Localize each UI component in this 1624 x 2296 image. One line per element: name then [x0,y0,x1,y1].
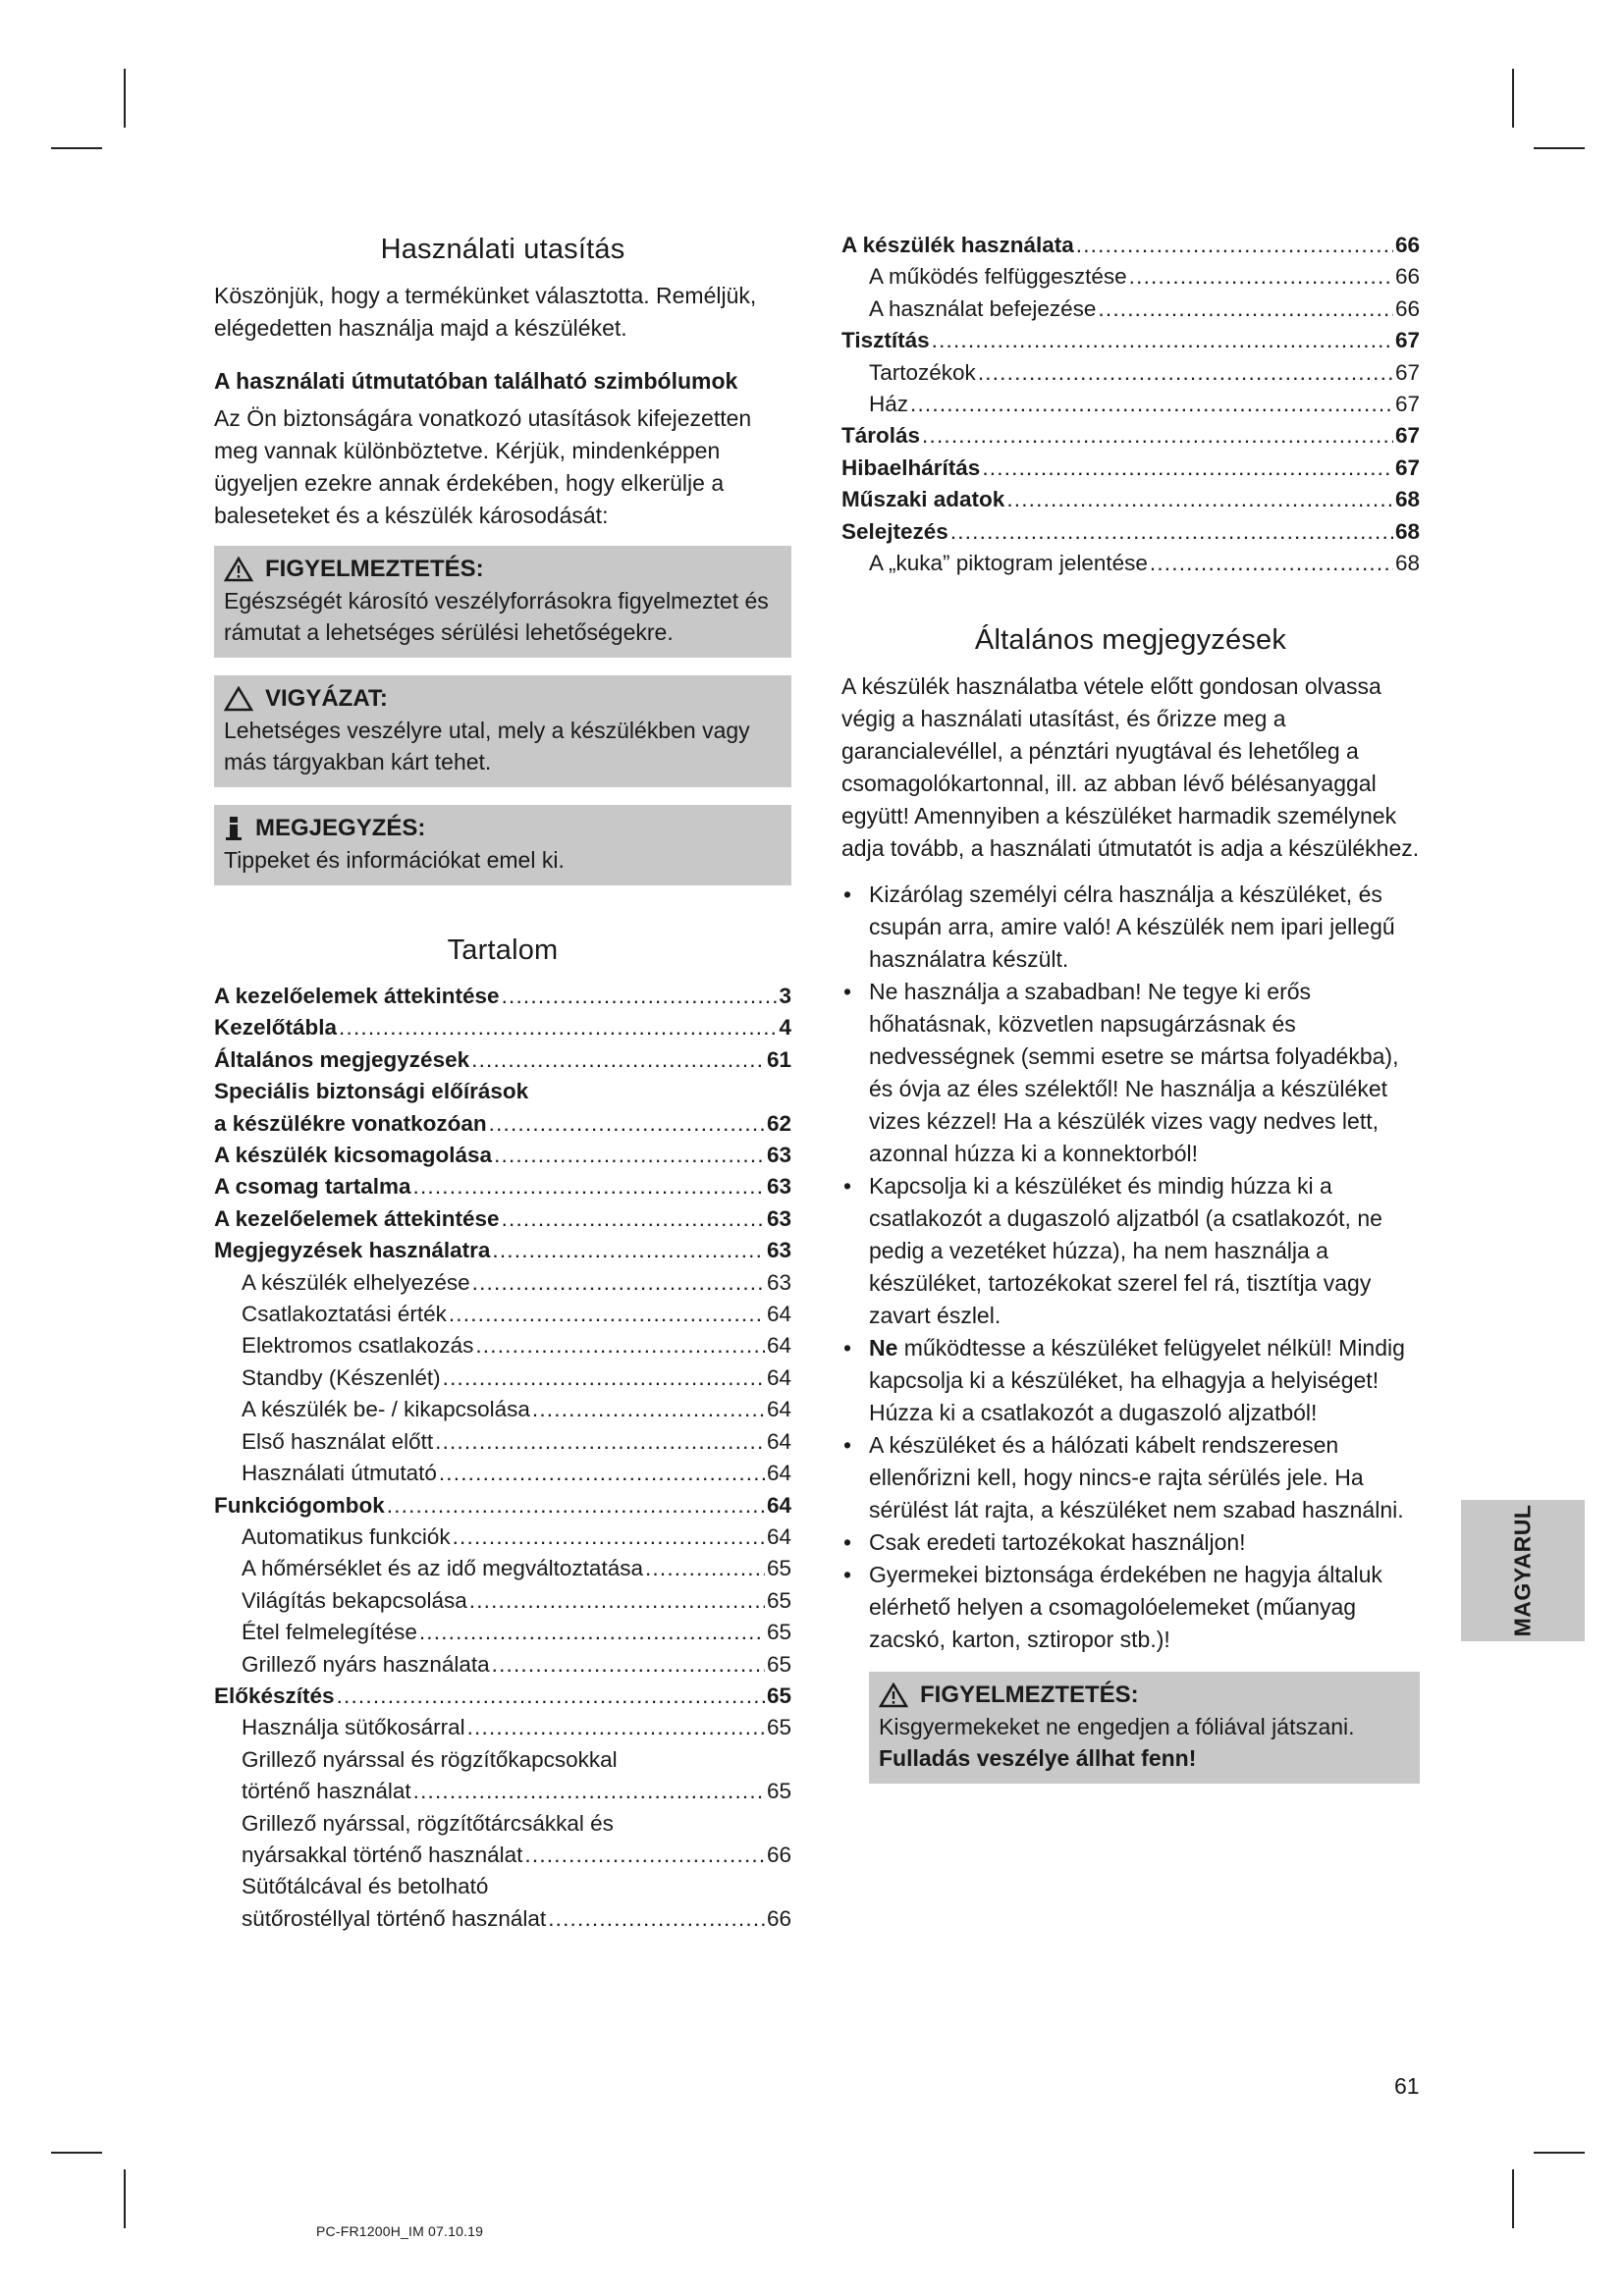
toc-leader-dots [413,1776,765,1807]
toc-entry-label: Használja sütőkosárral [242,1715,465,1740]
toc-entry-page: 63 [766,1143,791,1168]
toc-entry-page: 65 [766,1556,791,1581]
toc-entry [841,453,1420,484]
toc-entry [214,1712,791,1743]
toc-entry [214,1585,791,1617]
toc-entry [214,1044,791,1076]
toc-entry-page: 68 [1394,551,1420,576]
toc-entry-page: 66 [1394,264,1420,290]
toc-leader-dots [337,1681,765,1712]
toc-entry-page: 68 [1394,487,1420,512]
toc-entry [214,1744,791,1776]
crop-mark [1534,147,1585,149]
toc-entry-page: 65 [766,1715,791,1740]
toc-entry-label: Megjegyzések használatra [214,1238,491,1263]
toc-entry-page: 65 [766,1651,791,1677]
toc-entry-label: Speciális biztonsági előírások [214,1079,529,1104]
toc-leader-dots [439,1458,765,1489]
toc-entry-page: 63 [766,1238,791,1263]
toc-leader-dots [339,1012,777,1043]
toc-leader-dots [435,1426,765,1458]
crop-mark [1512,69,1514,128]
toc-entry [214,1012,791,1043]
bullet-item: • Csak eredeti tartozékokat használjon! [841,1526,1420,1559]
toc-entry [214,1140,791,1171]
warning-title-row [224,554,782,585]
caution-title: VIGYÁZAT: [265,685,388,712]
toc-entry-page: 65 [766,1620,791,1645]
general-title: Általános megjegyzések [974,624,1287,657]
toc-list-left [214,981,791,1935]
toc-leader-dots [932,325,1393,356]
crop-mark [124,69,126,128]
caution-triangle-icon [224,686,253,712]
toc-entry-label: A működés felfüggesztése [869,264,1127,290]
toc-entry-page: 65 [766,1779,791,1804]
toc-leader-dots [494,1140,765,1171]
toc-entry [214,1362,791,1394]
toc-entry-page: 62 [766,1110,791,1136]
toc-entry-page: 67 [1394,328,1420,353]
toc-leader-dots [1006,484,1393,515]
warning-text: Egészségét károsító veszélyforrásokra figyelmeztet és rámutat a lehetséges sérülési lehetőségekre. [224,588,769,645]
warning-title: FIGYELMEZTETÉS: [920,1682,1139,1709]
toc-entry [841,325,1420,356]
safety-bullet-list [841,879,1420,1656]
toc-entry [214,1553,791,1584]
toc-entry-label: Grillező nyárs használata [242,1651,490,1677]
toc-entry-label: Általános megjegyzések [214,1046,470,1072]
warning-box-foil [869,1672,1420,1784]
toc-entry-label: Grillező nyárssal, rögzítőtárcsákkal és [242,1810,614,1836]
toc-entry-label: Világítás bekapcsolása [242,1587,467,1613]
toc-entry [841,516,1420,548]
toc-entry-page: 64 [766,1364,791,1390]
toc-leader-dots [475,1330,765,1362]
toc-entry-label: A csomag tartalma [214,1174,411,1200]
toc-entry-page: 63 [766,1269,791,1295]
toc-entry-label: Selejtezés [841,518,948,544]
toc-entry [214,1108,791,1140]
bullet-item: • Gyermekei biztonsága érdekében ne hagyja általuk elérhető helyen a csomagolóelemeket (műanyag zacskó, karton, sztiropor stb.)! [841,1559,1420,1656]
toc-entry-label: Műszaki adatok [841,487,1005,512]
note-title-row [224,813,782,844]
toc-entry [214,1394,791,1425]
toc-entry-label: a készülékre vonatkozóan [214,1110,487,1136]
warning-triangle-icon [879,1682,908,1708]
toc-entry-label: A készülék elhelyezése [242,1269,470,1295]
toc-entry-label: Kezelőtábla [214,1015,338,1041]
toc-entry [841,357,1420,389]
bullet-item: • Kizárólag személyi célra használja a készüléket, és csupán arra, amire való! A készülék nem ipari jellegű használatra készült. [841,879,1420,976]
toc-entry-label: Használati útmutató [242,1461,437,1486]
toc-leader-dots [1098,294,1393,325]
toc-entry [214,1490,791,1522]
left-column [214,234,791,1935]
toc-entry-page: 67 [1394,392,1420,417]
toc-entry [841,389,1420,420]
page-number: 61 [1394,2073,1420,2099]
toc-leader-dots [1076,230,1393,261]
toc-leader-dots [978,357,1393,389]
toc-entry-page: 66 [766,1842,791,1867]
toc-leader-dots [453,1522,765,1553]
warning-triangle-icon [224,557,253,582]
toc-entry-label: A készülék kicsomagolása [214,1143,493,1168]
toc-entry-page: 67 [1394,454,1420,480]
toc-entry [841,548,1420,579]
toc-entry-label: Előkészítés [214,1682,335,1708]
toc-entry-page: 66 [1394,295,1420,321]
toc-entry-page: 64 [766,1302,791,1327]
toc-entry [841,294,1420,325]
language-label: MAGYARUL [1509,1504,1536,1637]
toc-entry-page: 66 [766,1905,791,1931]
general-text: A készülék használatba vétele előtt gondosan olvassa végig a használati utasítást, és őrizze meg a garancialevéllel, a pénztári nyugtával és lehetőleg a csomagolókartonnal, ill. az abban lévő bélésanyaggal együtt! Amennyiben a készüléket harmadik személynek adja tovább, a használati útmutatót is adja a készülékhez. [841,673,1420,862]
warning-title: FIGYELMEZTETÉS: [265,556,484,582]
intro-text: Köszönjük, hogy a termékünket választotta. Reméljük, elégedetten használja majd a készüléket. [214,283,757,341]
toc-entry-label: Csatlakoztatási érték [242,1302,447,1327]
toc-leader-dots [524,1840,765,1871]
toc-entry [214,1458,791,1489]
bullet-item: • Kapcsolja ki a készüléket és mindig húzza ki a csatlakozót a dugaszoló aljzatból (a csatlakozót, ne pedig a vezetéket húzza), ha nem használja a készüléket, tartozékokat szerel fel rá, tisztítja vagy zavart észlel. [841,1170,1420,1332]
toc-entry-label: Funkciógombok [214,1492,385,1518]
toc-entry-page: 61 [766,1046,791,1072]
page-title: Használati utasítás [380,234,625,265]
toc-list-right [841,230,1420,579]
bullet-bold-word: Ne [869,1335,898,1362]
warning-title-row [879,1680,1410,1711]
info-icon [224,816,244,841]
symbols-heading: A használati útmutatóban található szimbólumok [214,368,738,394]
toc-entry-label: Standby (Készenlét) [242,1364,441,1390]
toc-entry [214,1235,791,1266]
toc-leader-dots [982,453,1393,484]
toc-entry [214,1522,791,1553]
toc-entry-label: Grillező nyárssal és rögzítőkapcsokkal [242,1746,618,1772]
crop-mark [1512,2169,1514,2228]
toc-entry-page: 64 [766,1397,791,1422]
toc-leader-dots [950,516,1393,548]
toc-leader-dots [502,981,778,1012]
toc-leader-dots [922,420,1393,452]
toc-entry-page: 68 [1394,518,1420,544]
toc-entry-label: Elektromos csatlakozás [242,1333,474,1359]
toc-leader-dots [449,1299,765,1330]
crop-mark [1534,2152,1585,2154]
toc-leader-dots [492,1235,765,1266]
footer-code: PC-FR1200H_IM 07.10.19 [316,2223,484,2239]
toc-entry-label: A „kuka” piktogram jelentése [869,551,1148,576]
toc-entry-label: Tisztítás [841,328,930,353]
toc-entry [214,1649,791,1681]
toc-entry [841,230,1420,261]
toc-entry-page: 64 [766,1523,791,1549]
toc-leader-dots [492,1649,765,1681]
toc-leader-dots [413,1171,765,1202]
toc-leader-dots [467,1712,765,1743]
toc-entry [214,1330,791,1362]
toc-entry [214,1617,791,1648]
toc-entry-page: 64 [766,1333,791,1359]
toc-leader-dots [471,1044,765,1076]
warning-box [214,546,791,658]
toc-entry [214,1076,791,1107]
toc-entry [214,1903,791,1935]
toc-entry-label: A kezelőelemek áttekintése [214,1205,500,1231]
warning-text-bold: Fulladás veszélye állhat fenn! [879,1745,1197,1772]
toc-entry-label: A készülék használata [841,233,1074,257]
toc-entry-label: sütőrostéllyal történő használat [242,1905,547,1931]
toc-leader-dots [472,1267,765,1299]
note-text: Tippeket és információkat emel ki. [224,847,565,873]
toc-entry-page: 64 [766,1492,791,1518]
bullet-item: • A készüléket és a hálózati kábelt rendszeresen ellenőrizni kell, hogy nincs-e rajta sérülés jele. Ha sérülést lát rajta, a készüléket nem szabad használni. [841,1429,1420,1526]
crop-mark [51,2152,102,2154]
toc-leader-dots [645,1553,765,1584]
toc-entry-label: történő használat [242,1779,411,1804]
toc-title: Tartalom [447,934,559,966]
warning-text: Kisgyermekeket ne engedjen a fóliával játszani. [879,1714,1355,1740]
toc-entry [214,1203,791,1235]
toc-entry [214,1808,791,1840]
toc-entry-page: 65 [766,1682,791,1708]
note-title: MEGJEGYZÉS: [255,815,426,841]
toc-entry-label: A kezelőelemek áttekintése [214,984,500,1008]
crop-mark [51,147,102,149]
toc-entry-label: Étel felmelegítése [242,1620,417,1645]
toc-entry-label: Sütőtálcával és betolható [242,1874,489,1899]
toc-leader-dots [387,1490,765,1522]
toc-leader-dots [1150,548,1393,579]
right-column [841,234,1420,1784]
toc-leader-dots [443,1362,765,1394]
bullet-text: működtesse a készüléket felügyelet nélkül! Mindig kapcsolja ki a készüléket, ha elhagyja a helyiséget! Húzza ki a csatlakozót a dugaszoló aljzatból! [869,1335,1405,1426]
toc-entry [214,1267,791,1299]
toc-entry-label: Tárolás [841,423,921,449]
toc-entry-page: 3 [779,984,791,1008]
toc-entry-page: 67 [1394,423,1420,449]
toc-leader-dots [469,1585,765,1617]
toc-entry [214,1840,791,1871]
toc-entry [841,261,1420,293]
toc-entry [214,1681,791,1712]
toc-entry [841,484,1420,515]
toc-entry [841,420,1420,452]
toc-entry-page: 4 [779,1015,791,1041]
toc-entry-page: 64 [766,1428,791,1454]
caution-text: Lehetséges veszélyre utal, mely a készülékben vagy más tárgyakban kárt tehet. [224,718,750,774]
toc-entry [214,1171,791,1202]
toc-entry [214,1426,791,1458]
toc-entry [214,1299,791,1330]
toc-entry-page: 63 [766,1205,791,1231]
toc-leader-dots [502,1203,765,1235]
toc-leader-dots [532,1394,765,1425]
language-side-tab [1461,1500,1585,1641]
toc-entry-page: 66 [1394,233,1420,257]
toc-entry-label: Automatikus funkciók [242,1523,451,1549]
caution-title-row [224,683,782,715]
toc-leader-dots [1129,261,1393,293]
toc-leader-dots [910,389,1393,420]
toc-entry-label: nyársakkal történő használat [242,1842,523,1867]
toc-leader-dots [489,1108,765,1140]
caution-box [214,675,791,787]
toc-entry-page: 64 [766,1461,791,1486]
toc-entry-label: Hibaelhárítás [841,454,981,480]
symbols-text: Az Ön biztonságára vonatkozó utasítások kifejezetten meg vannak különböztetve. Kérjük, mindenképpen ügyeljen ezekre annak érdekében, hogy elkerülje a baleseteket és a készülék károsodását: [214,405,752,528]
toc-entry [214,981,791,1012]
toc-entry [214,1776,791,1807]
bullet-item [841,1332,1420,1429]
toc-entry-page: 67 [1394,359,1420,385]
toc-entry-label: Első használat előtt [242,1428,434,1454]
crop-mark [124,2169,126,2228]
toc-entry-page: 65 [766,1587,791,1613]
toc-leader-dots [419,1617,765,1648]
toc-leader-dots [548,1903,765,1935]
toc-entry-page: 63 [766,1174,791,1200]
toc-entry-label: A készülék be- / kikapcsolása [242,1397,530,1422]
bullet-item: • Ne használja a szabadban! Ne tegye ki erős hőhatásnak, közvetlen napsugárzásnak és nedvességnek (semmi esetre se mártsa folyadékba), és óvja az éles szélektől! Ne használja a készüléket vizes kézzel! Ha a készülék vizes vagy nedves lett, azonnal húzza ki a konnektorból! [841,976,1420,1170]
toc-entry [214,1871,791,1902]
toc-entry-label: Tartozékok [869,359,976,385]
toc-entry-label: A használat befejezése [869,295,1097,321]
toc-entry-label: A hőmérséklet és az idő megváltoztatása [242,1556,643,1581]
note-box [214,805,791,885]
toc-entry-label: Ház [869,392,909,417]
